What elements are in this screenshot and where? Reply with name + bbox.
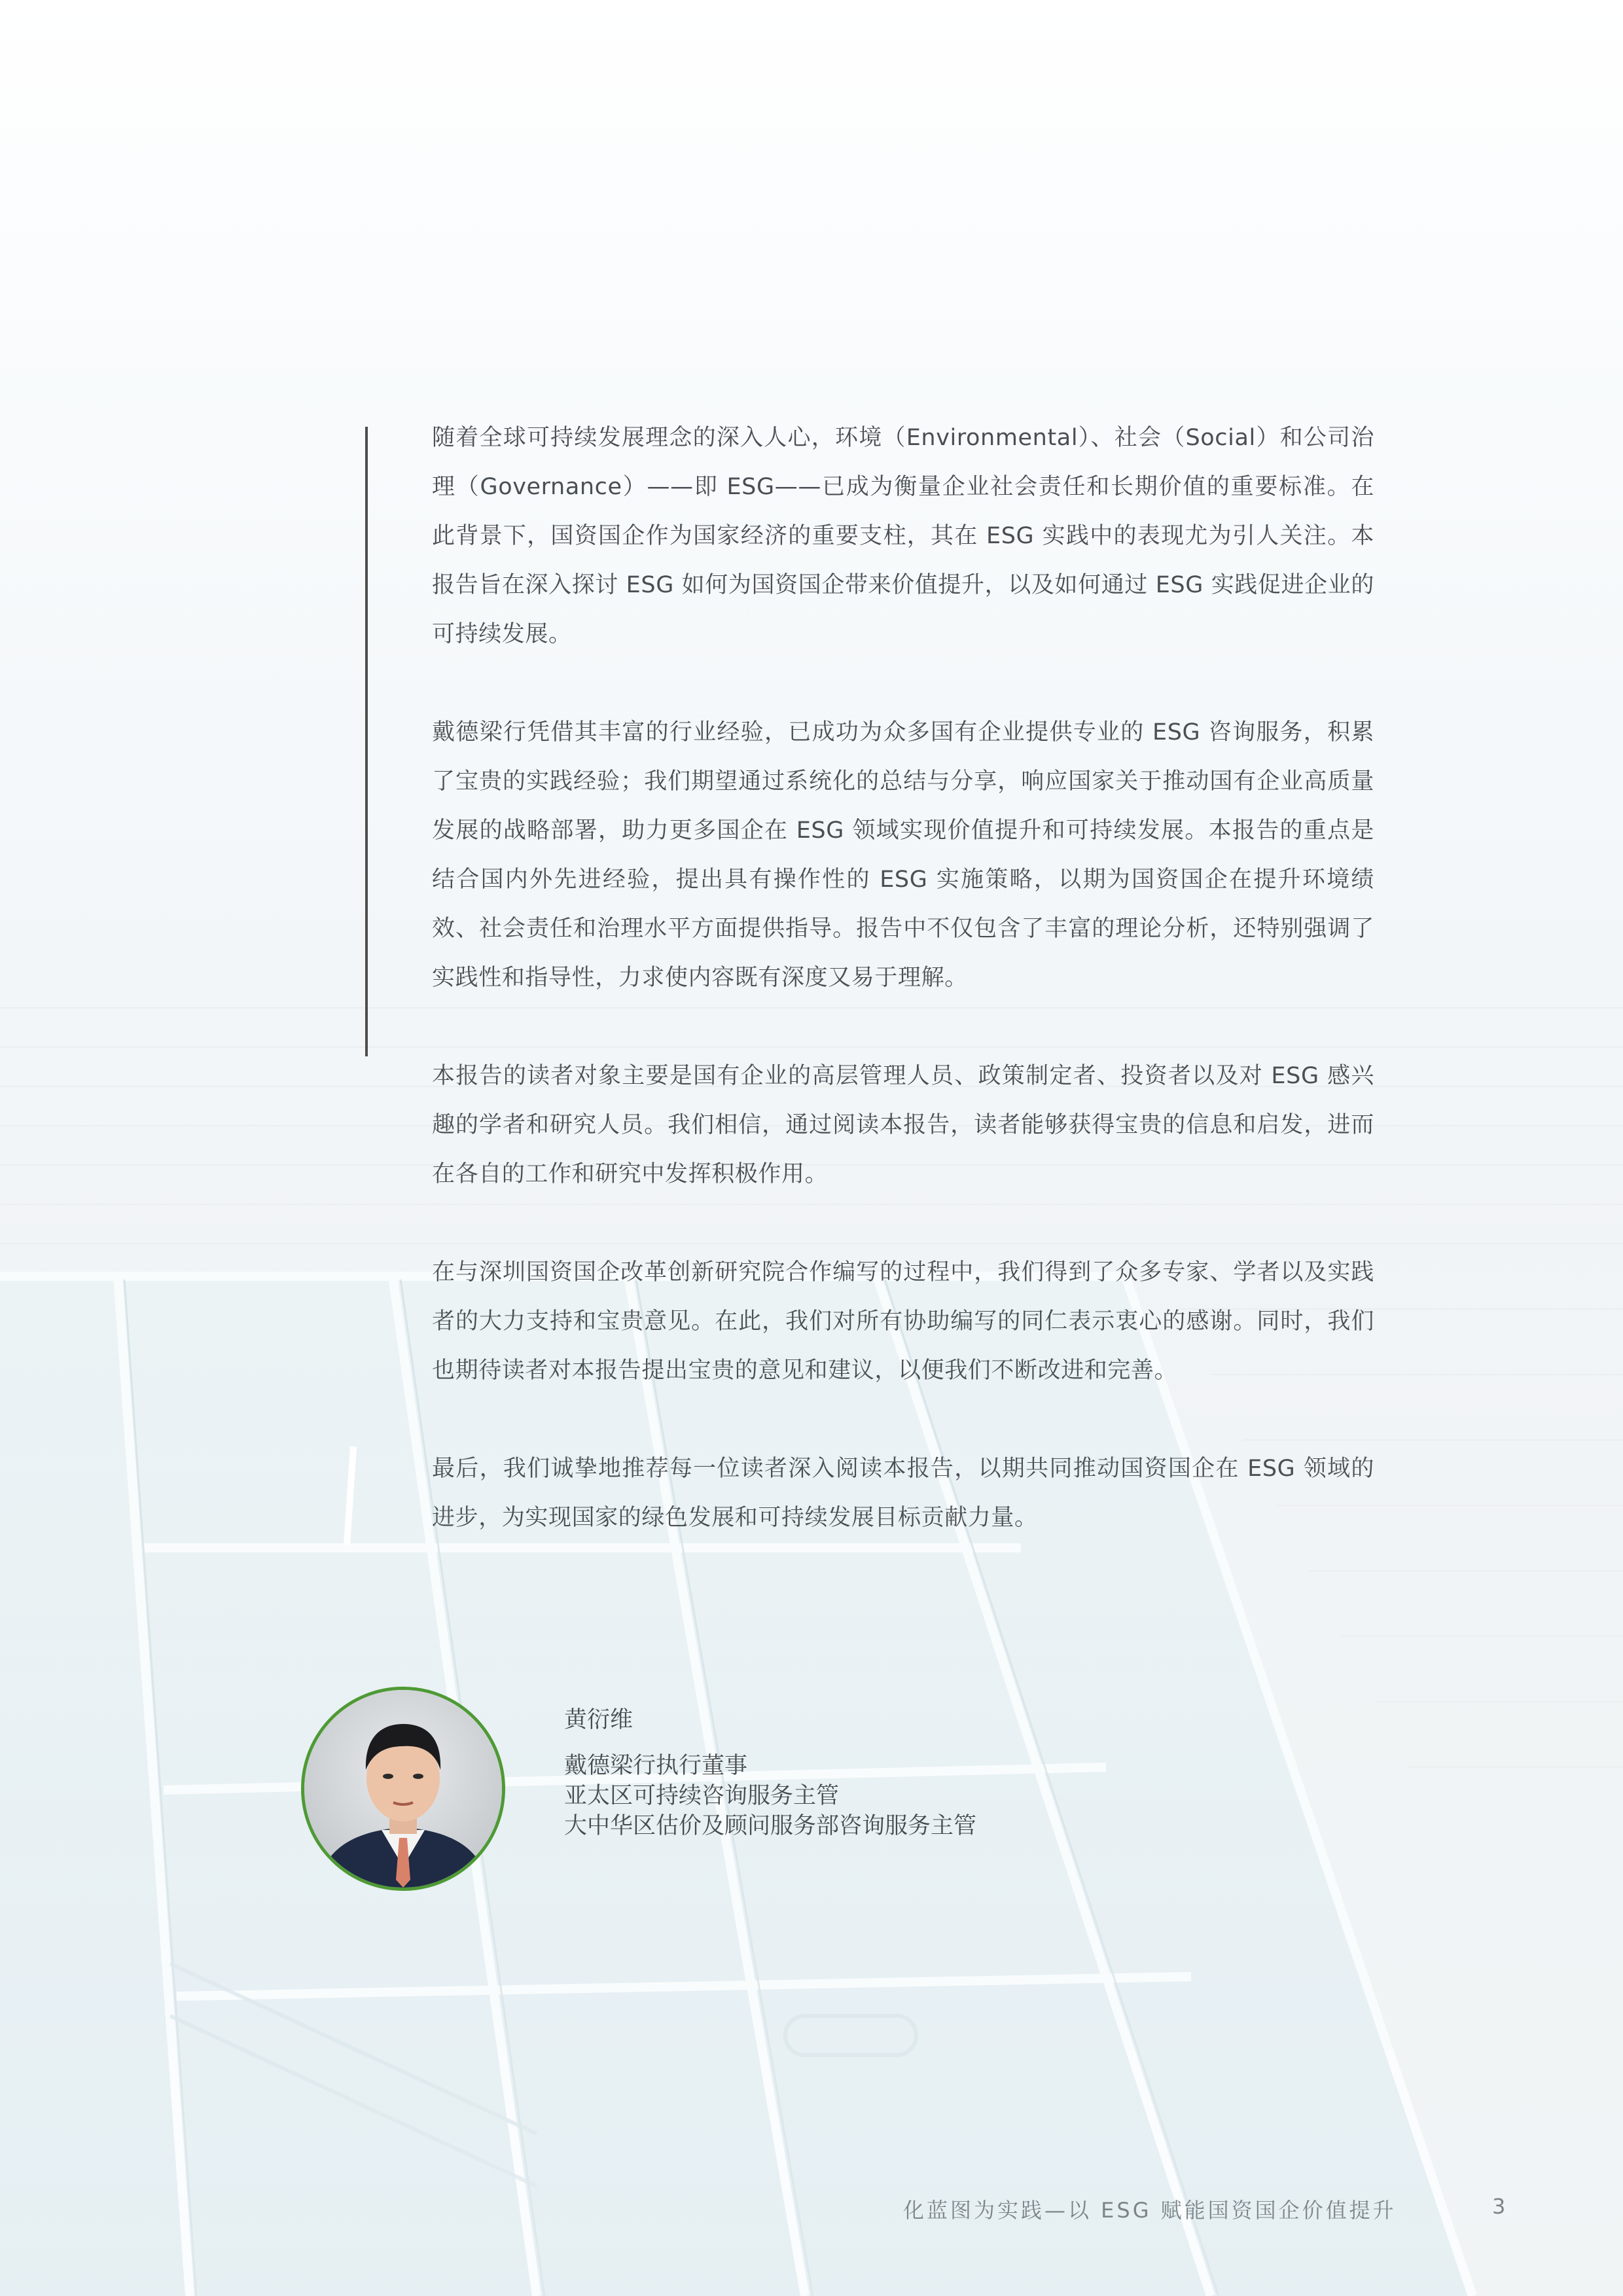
- author-avatar: [301, 1687, 505, 1891]
- paragraph: 本报告的读者对象主要是国有企业的高层管理人员、政策制定者、投资者以及对 ESG 感兴趣的学者和研究人员。我们相信，通过阅读本报告，读者能够获得宝贵的信息和启发，进而在各自的工作和研究中发挥积极作用。: [432, 1063, 1374, 1187]
- paragraph: 最后，我们诚挚地推荐每一位读者深入阅读本报告，以期共同推动国资国企在 ESG 领域的进步，为实现国家的绿色发展和可持续发展目标贡献力量。: [432, 1456, 1374, 1531]
- vertical-rule: [365, 427, 368, 1056]
- foreword-body: [432, 414, 1374, 1592]
- author-title: 大中华区估价及顾问服务部咨询服务主管: [564, 1813, 977, 1839]
- paragraph: 在与深圳国资国企改革创新研究院合作编写的过程中，我们得到了众多专家、学者以及实践者的大力支持和宝贵意见。在此，我们对所有协助编写的同仁表示衷心的感谢。同时，我们也期待读者对本报告提出宝贵的意见和建议，以便我们不断改进和完善。: [432, 1259, 1374, 1384]
- paragraph: 随着全球可持续发展理念的深入人心，环境（Environmental）、社会（Social）和公司治理（Governance）——即 ESG——已成为衡量企业社会责任和长期价值的重要标准。在此背景下，国资国企作为国家经济的重要支柱，其在 ESG 实践中的表现尤为引人关注。本报告旨在深入探讨 ESG 如何为国资国企带来价值提升，以及如何通过 ESG 实践促进企业的可持续发展。: [432, 425, 1374, 647]
- author-name: 黄衍维: [564, 1707, 633, 1733]
- author-title: 戴德梁行执行董事: [564, 1753, 748, 1779]
- footer-report-title: 化蓝图为实践—以 ESG 赋能国资国企价值提升: [903, 2198, 1397, 2223]
- author-title: 亚太区可持续咨询服务主管: [564, 1783, 840, 1809]
- paragraph: 戴德梁行凭借其丰富的行业经验，已成功为众多国有企业提供专业的 ESG 咨询服务，积累了宝贵的实践经验；我们期望通过系统化的总结与分享，响应国家关于推动国有企业高质量发展的战略部署，助力更多国企在 ESG 领域实现价值提升和可持续发展。本报告的重点是结合国内外先进经验，提出具有操作性的 ESG 实施策略，以期为国资国企在提升环境绩效、社会责任和治理水平方面提供指导。报告中不仅包含了丰富的理论分析，还特别强调了实践性和指导性，力求使内容既有深度又易于理解。: [432, 719, 1374, 991]
- author-block: [564, 1704, 976, 1841]
- page-number: 3: [1492, 2194, 1506, 2219]
